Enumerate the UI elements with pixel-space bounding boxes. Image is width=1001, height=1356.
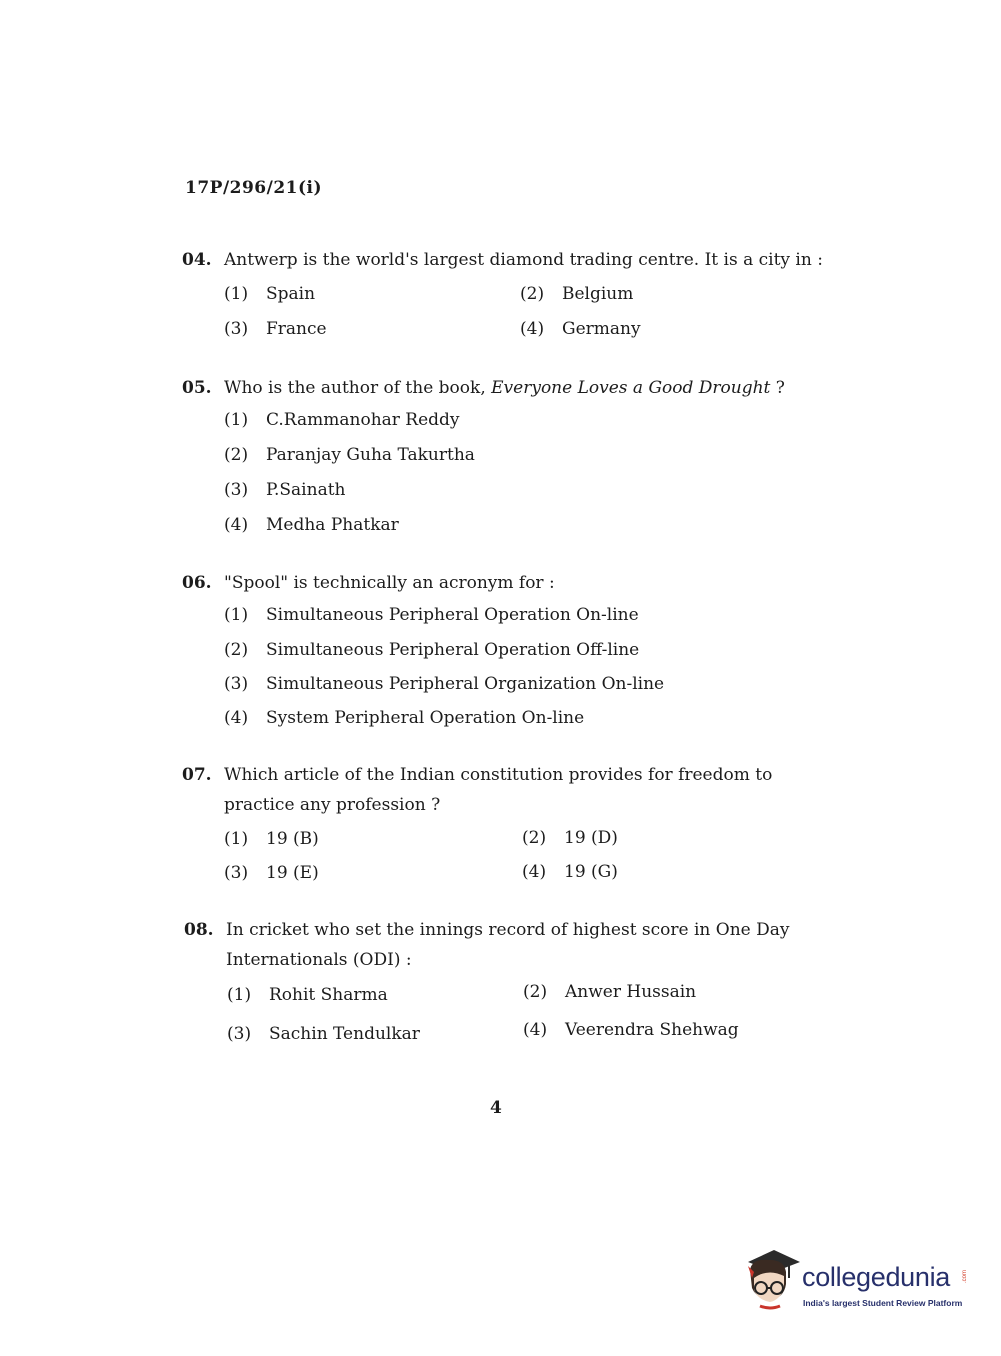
logo-domain: .com: [962, 1270, 968, 1284]
option-text: P.Sainath: [266, 480, 346, 500]
option-text: Spain: [266, 284, 316, 304]
option-3: [227, 1024, 420, 1044]
question-text: [224, 373, 824, 403]
option-number: (2): [522, 828, 547, 848]
mascot-icon: [740, 1248, 804, 1314]
option-3: [224, 674, 664, 694]
option-1: [224, 410, 460, 430]
option-number: (1): [227, 985, 252, 1005]
option-number: (4): [224, 708, 249, 728]
option-2: [224, 445, 475, 465]
option-number: (3): [224, 674, 249, 694]
question-number: 06.: [182, 573, 212, 593]
option-number: (1): [224, 605, 249, 625]
option-number: (4): [523, 1020, 548, 1040]
option-number: (1): [224, 829, 249, 849]
option-number: (2): [224, 445, 249, 465]
question-text: In cricket who set the innings record of highest score in One Day Internationals (ODI) :: [226, 920, 790, 970]
option-4: [522, 862, 618, 882]
option-text: 19 (E): [266, 863, 319, 883]
option-text: Rohit Sharma: [269, 985, 388, 1005]
question-text: Which article of the Indian constitution provides for freedom to practice any profession ?: [224, 765, 773, 815]
question-text-end: ?: [770, 378, 785, 398]
option-number: (1): [224, 410, 249, 430]
question-number: 07.: [182, 765, 212, 785]
paper-code: 17P/296/21(i): [185, 178, 323, 198]
option-text: France: [266, 319, 327, 339]
option-number: (3): [224, 480, 249, 500]
option-number: (3): [224, 863, 249, 883]
option-1: [227, 985, 388, 1005]
option-number: (2): [520, 284, 545, 304]
page-number: 4: [490, 1098, 502, 1118]
question-number: 05.: [182, 378, 212, 398]
option-2: [523, 982, 696, 1002]
option-number: (3): [224, 319, 249, 339]
logo-wordmark: collegedunia: [802, 1262, 951, 1292]
option-number: (2): [224, 640, 249, 660]
option-4: [520, 319, 641, 339]
option-text: Simultaneous Peripheral Organization On-line: [266, 674, 665, 694]
question-06: [182, 568, 822, 598]
option-3: [224, 480, 345, 500]
book-title: Everyone Loves a Good Drought: [491, 378, 771, 398]
question-05: [182, 373, 822, 403]
option-text: Veerendra Shehwag: [565, 1020, 739, 1040]
option-number: (3): [227, 1024, 252, 1044]
option-text: Anwer Hussain: [565, 982, 697, 1002]
option-text: Belgium: [562, 284, 634, 304]
option-text: 19 (B): [266, 829, 319, 849]
option-text: System Peripheral Operation On-line: [266, 708, 585, 728]
question-text-start: Who is the author of the book,: [224, 378, 492, 398]
option-1: [224, 284, 315, 304]
option-number: (2): [523, 982, 548, 1002]
collegedunia-logo: [740, 1248, 970, 1318]
question-07: [182, 760, 822, 822]
question-08: [184, 915, 824, 977]
option-text: Simultaneous Peripheral Operation On-line: [266, 605, 639, 625]
option-text: Medha Phatkar: [266, 515, 399, 535]
option-text: Sachin Tendulkar: [269, 1024, 420, 1044]
option-text: C.Rammanohar Reddy: [266, 410, 460, 430]
question-number: 04.: [182, 250, 212, 270]
option-4: [224, 708, 584, 728]
question-text: "Spool" is technically an acronym for :: [224, 573, 555, 593]
option-1: [224, 829, 319, 849]
option-2: [522, 828, 618, 848]
option-3: [224, 319, 327, 339]
option-number: (1): [224, 284, 249, 304]
option-text: 19 (D): [564, 828, 618, 848]
option-number: (4): [522, 862, 547, 882]
option-text: Germany: [562, 319, 641, 339]
logo-tagline: India's largest Student Review Platform: [803, 1298, 963, 1308]
option-4: [224, 515, 399, 535]
question-number: 08.: [184, 920, 214, 940]
option-text: Simultaneous Peripheral Operation Off-line: [266, 640, 640, 660]
option-1: [224, 605, 639, 625]
option-4: [523, 1020, 739, 1040]
option-number: (4): [520, 319, 545, 339]
option-text: Paranjay Guha Takurtha: [266, 445, 475, 465]
option-number: (4): [224, 515, 249, 535]
option-2: [520, 284, 633, 304]
option-3: [224, 863, 319, 883]
question-text: Antwerp is the world's largest diamond trading centre. It is a city in :: [224, 250, 823, 270]
option-text: 19 (G): [564, 862, 618, 882]
option-2: [224, 640, 639, 660]
